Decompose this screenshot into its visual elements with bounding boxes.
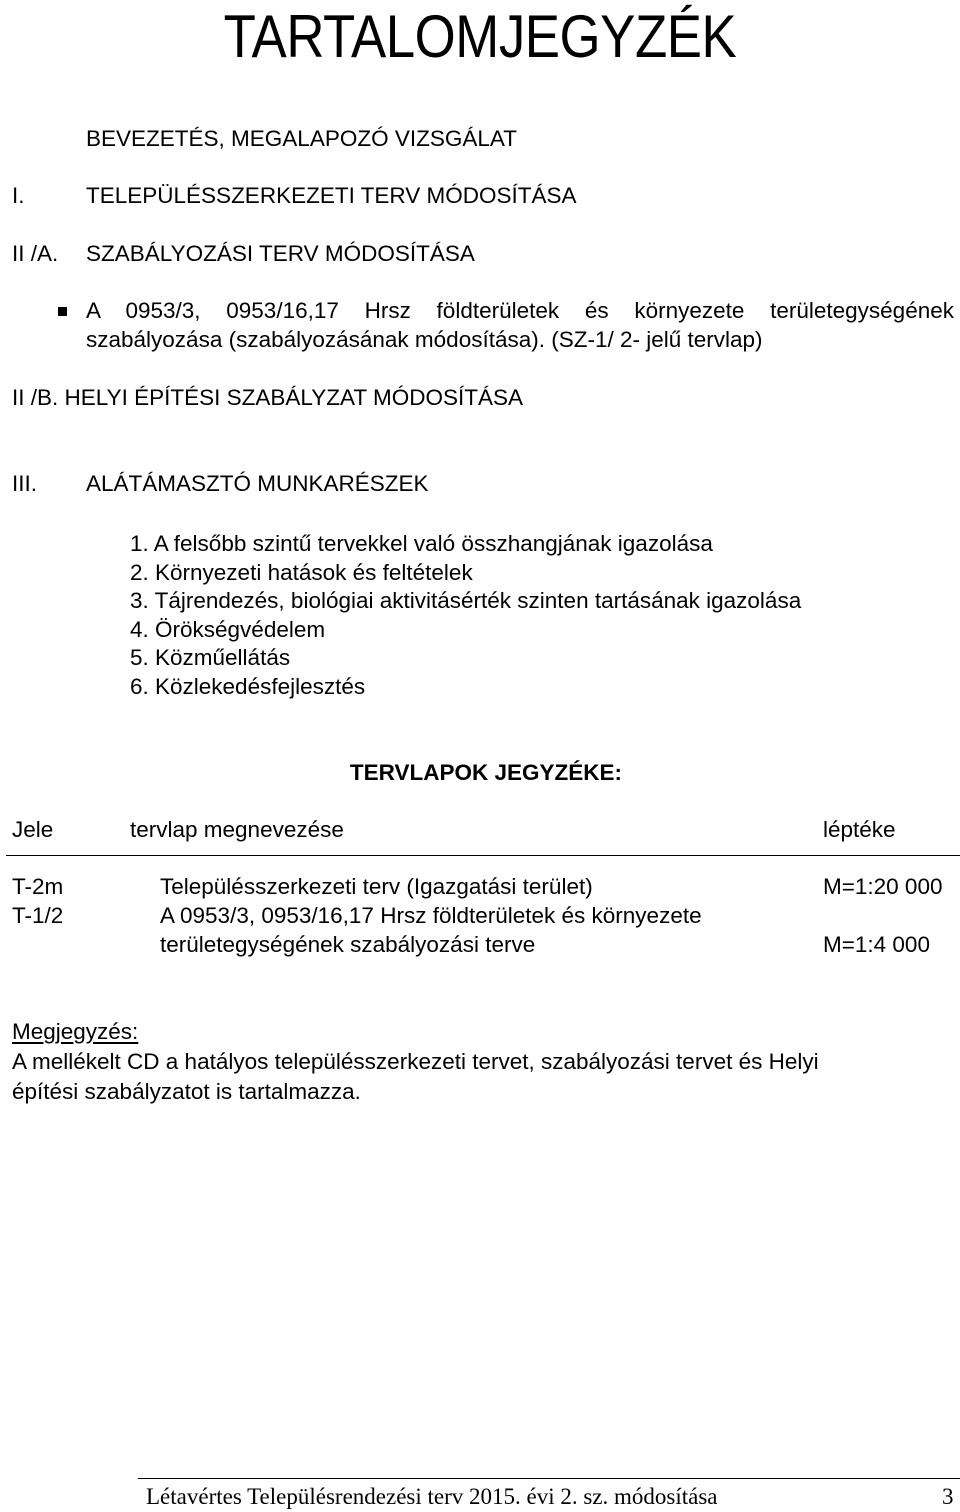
toc-section-1-label: TELEPÜLÉSSZERKEZETI TERV MÓDOSÍTÁSA (86, 183, 577, 208)
page-number: 3 (942, 1484, 954, 1509)
plan-code: T-2m (12, 874, 64, 899)
column-header-scale: léptéke (823, 817, 896, 842)
list-item: 1. A felsőbb szintű tervekkel való összhangjának igazolása (130, 531, 713, 556)
list-item: 6. Közlekedésfejlesztés (130, 673, 366, 699)
footer-divider (138, 1478, 960, 1479)
plans-heading: TERVLAPOK JEGYZÉKE: (349, 760, 623, 785)
column-header-code: Jele (12, 817, 54, 842)
footer-text: Létavértes Településrendezési terv 2015. évi 2. sz. módosítása (146, 1484, 718, 1509)
plan-name-line-1: A 0953/3, 0953/16,17 Hrsz földterületek és környezete (160, 903, 702, 928)
plan-scale: M=1:20 000 (823, 874, 943, 899)
toc-intro: BEVEZETÉS, MEGALAPOZÓ VIZSGÁLAT (86, 126, 517, 151)
square-bullet-icon (58, 307, 67, 316)
list-item: 4. Örökségvédelem (130, 616, 326, 642)
page-title: TARTALOMJEGYZÉK (223, 3, 737, 70)
toc-section-2a-label: SZABÁLYOZÁSI TERV MÓDOSÍTÁSA (86, 241, 475, 266)
table-divider (6, 855, 960, 856)
note-block (12, 1017, 819, 1107)
plan-name: Településszerkezeti terv (Igazgatási terület) (160, 874, 593, 899)
toc-bullet-line-1: A 0953/3, 0953/16,17 Hrsz földterületek és környezete területegységének (86, 298, 954, 323)
note-label: Megjegyzés: (12, 1019, 139, 1044)
toc-section-3-number: III. (12, 471, 38, 496)
note-line-2: építési szabályzatot is tartalmazza. (12, 1079, 361, 1104)
toc-subsection-list (130, 530, 801, 702)
note-line-1: A mellékelt CD a hatályos településszerkezeti tervet, szabályozási tervet és Helyi (12, 1049, 819, 1074)
plan-code: T-1/2 (12, 903, 64, 928)
toc-bullet-line-2: szabályozása (szabályozásának módosítása). (SZ-1/ 2- jelű tervlap) (86, 327, 763, 352)
toc-section-3-label: ALÁTÁMASZTÓ MUNKARÉSZEK (86, 471, 429, 496)
list-item: 2. Környezeti hatások és feltételek (130, 559, 473, 585)
column-header-name: tervlap megnevezése (130, 817, 344, 842)
list-item: 5. Közműellátás (130, 645, 291, 671)
toc-section-1-number: I. (12, 183, 25, 208)
list-item: 3. Tájrendezés, biológiai aktivitásérték szinten tartásának igazolása (130, 588, 802, 614)
toc-section-2b: II /B. HELYI ÉPÍTÉSI SZABÁLYZAT MÓDOSÍTÁSA (12, 385, 523, 410)
toc-section-2a-number: II /A. (12, 241, 59, 266)
plan-name-line-2: területegységének szabályozási terve (160, 932, 536, 957)
plan-scale: M=1:4 000 (823, 932, 930, 957)
